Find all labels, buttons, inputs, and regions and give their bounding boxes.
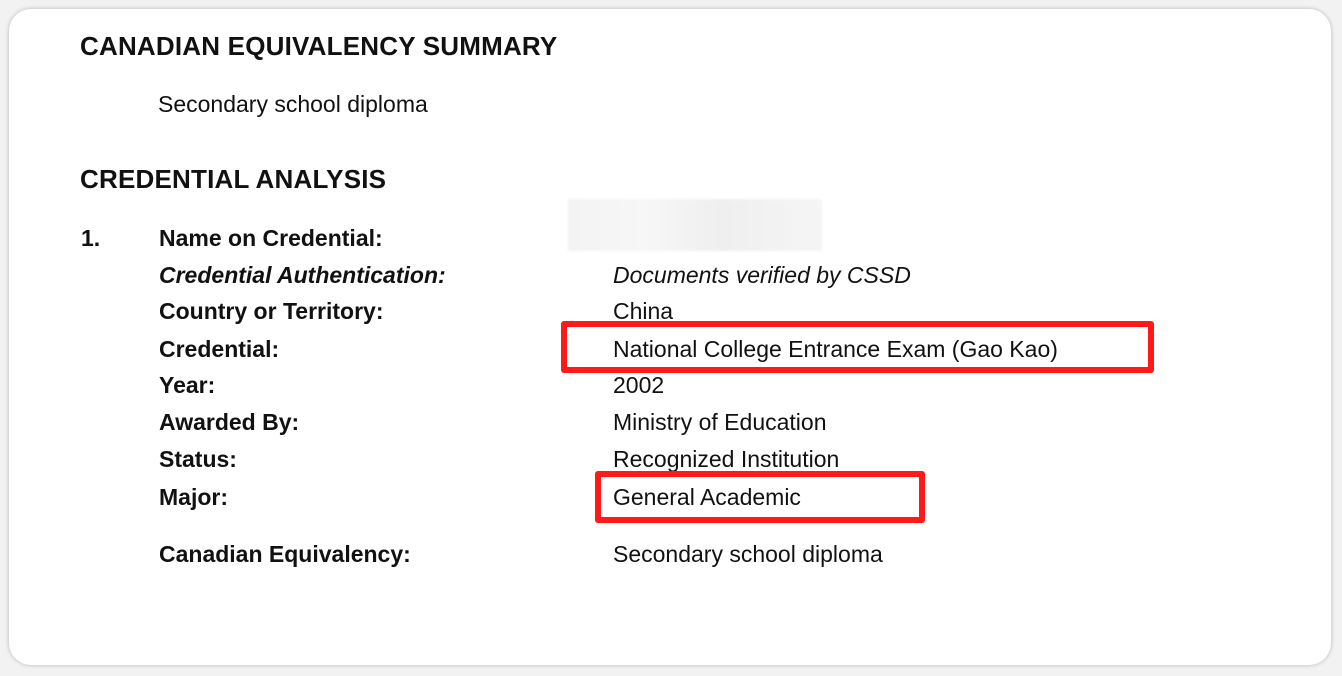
canadian-equivalency-label: Canadian Equivalency:	[159, 541, 411, 567]
credential-highlight-box	[561, 321, 1154, 373]
awarded-by-label: Awarded By:	[159, 409, 300, 435]
credential-value: National College Entrance Exam (Gao Kao)	[613, 336, 1058, 362]
credential-authentication-label: Credential Authentication:	[159, 262, 446, 288]
country-value: China	[613, 298, 674, 324]
canadian-equivalency-value: Secondary school diploma	[613, 541, 883, 567]
year-label: Year:	[159, 372, 216, 398]
awarded-by-value: Ministry of Education	[613, 409, 827, 435]
document-page	[9, 9, 1331, 665]
major-label: Major:	[159, 484, 228, 510]
major-highlight-box	[595, 471, 925, 523]
analysis-heading: CREDENTIAL ANALYSIS	[80, 164, 387, 194]
item-number: 1.	[81, 225, 101, 251]
year-value: 2002	[613, 372, 665, 398]
redacted-name	[568, 199, 822, 251]
status-label: Status:	[159, 446, 237, 472]
summary-heading: CANADIAN EQUIVALENCY SUMMARY	[80, 31, 558, 61]
credential-authentication-value: Documents verified by CSSD	[613, 262, 911, 288]
country-label: Country or Territory:	[159, 298, 384, 324]
summary-text: Secondary school diploma	[158, 91, 428, 117]
name-on-credential-label: Name on Credential:	[159, 225, 383, 251]
major-value: General Academic	[613, 484, 801, 510]
credential-label: Credential:	[159, 336, 280, 362]
status-value: Recognized Institution	[613, 446, 840, 472]
